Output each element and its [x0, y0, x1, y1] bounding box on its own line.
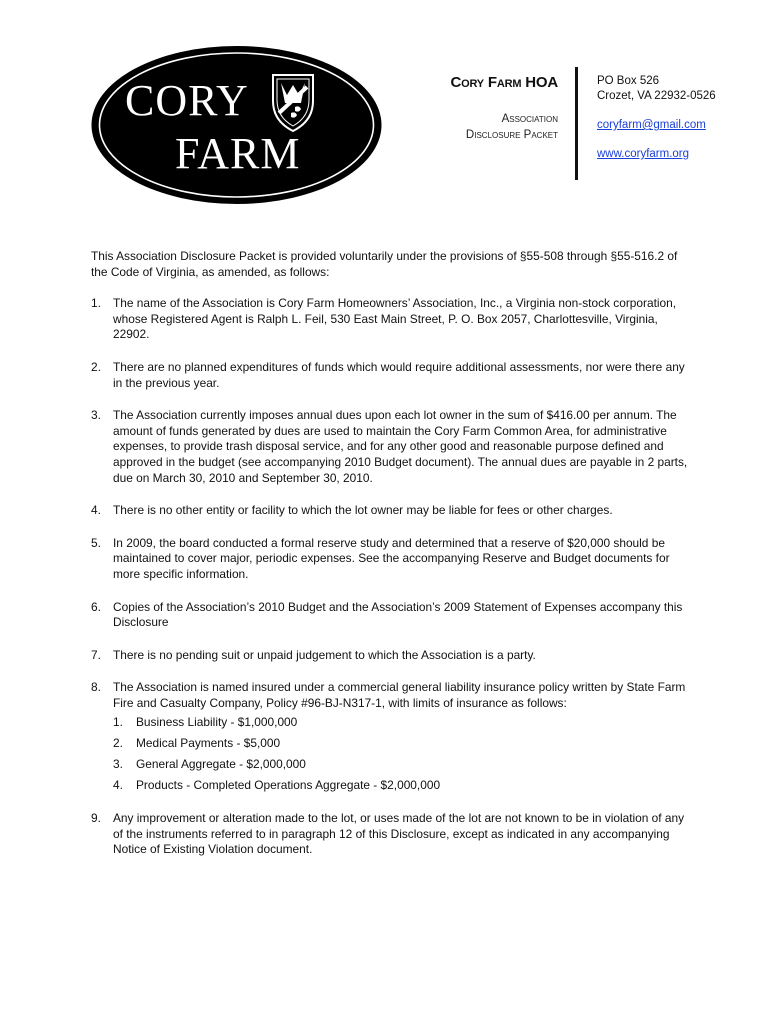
- item-number: 8.: [91, 680, 101, 695]
- email-link[interactable]: coryfarm@gmail.com: [597, 119, 706, 131]
- logo-word-cory: CORY: [125, 76, 249, 125]
- list-item: [91, 648, 691, 664]
- logo-word-farm: FARM: [175, 129, 301, 178]
- org-title-block: [400, 74, 558, 143]
- org-name: Cory Farm HOA: [450, 74, 558, 91]
- limit-item: [113, 736, 691, 752]
- item-number: 6.: [91, 599, 101, 614]
- contact-block: [597, 74, 716, 162]
- limit-text: General Aggregate - $2,000,000: [136, 757, 306, 772]
- item-text: The Association currently imposes annual dues upon each lot owner in the sum of $416.00 per annum. The amount of funds generated by dues are used to maintain the Cory Farm Common Area, for administrative expenses, to provide trash disposal service, and for any other good and reasonable purpose defined and approved in the budget (see accompanying 2010 Budget document). The annual dues are payable in 2 parts, due on March 30, 2010 and September 30, 2010.: [113, 408, 688, 485]
- item-text: Copies of the Association’s 2010 Budget and the Association’s 2009 Statement of Expenses accompany this Disclosure: [113, 599, 683, 630]
- address-line-1: PO Box 526: [597, 75, 660, 87]
- disclosure-list: [91, 296, 691, 858]
- website-link[interactable]: www.coryfarm.org: [597, 148, 690, 160]
- insurance-limits-list: [113, 715, 691, 794]
- item-text: There are no planned expenditures of funds which would require additional assessments, nor were there any in the previous year.: [113, 359, 685, 390]
- packet-subtitle: [400, 111, 558, 143]
- item-text: The name of the Association is Cory Farm Homeowners’ Association, Inc., a Virginia non-stock corporation, whose Registered Agent is Ralph L. Feil, 530 East Main Street, P. O. Box 2057, Charlottesville, Virginia, 22902.: [113, 296, 677, 342]
- list-item: [91, 360, 691, 391]
- limit-item: [113, 757, 691, 773]
- item-text: Any improvement or alteration made to the lot, or uses made of the lot are not known to be in violation of any of the instruments referred to in paragraph 12 of this Disclosure, except as indicated in any accompanying Notice of Existing Violation document.: [113, 811, 685, 857]
- limit-item: [113, 778, 691, 794]
- list-item: [91, 600, 691, 631]
- intro-paragraph: This Association Disclosure Packet is provided voluntarily under the provisions of §55-508 through §55-516.2 of the Code of Virginia, as amended, as follows:: [91, 249, 678, 279]
- item-number: 5.: [91, 535, 101, 550]
- header-divider: [575, 67, 578, 180]
- limit-number: 1.: [113, 715, 123, 730]
- limit-number: 2.: [113, 736, 123, 751]
- subtitle-line-2: Disclosure Packet: [465, 129, 558, 141]
- limit-number: 3.: [113, 757, 123, 772]
- limit-text: Business Liability - $1,000,000: [136, 715, 298, 730]
- list-item: [91, 811, 691, 858]
- item-number: 7.: [91, 647, 101, 662]
- limit-text: Medical Payments - $5,000: [136, 736, 281, 751]
- subtitle-line-1: Association: [501, 113, 558, 125]
- item-text: There is no pending suit or unpaid judgement to which the Association is a party.: [113, 647, 536, 662]
- item-number: 9.: [91, 811, 101, 826]
- item-number: 3.: [91, 408, 101, 423]
- limit-text: Products - Completed Operations Aggregate - $2,000,000: [136, 778, 441, 793]
- limit-item: [113, 715, 691, 731]
- list-item: [91, 680, 691, 794]
- list-item: [91, 296, 691, 343]
- item-number: 4.: [91, 503, 101, 518]
- list-item: [91, 503, 691, 519]
- cory-farm-logo: [91, 45, 382, 205]
- item-text: The Association is named insured under a commercial general liability insurance policy written by State Farm Fire and Casualty Company, Policy #96-BJ-N317-1, with limits of insurance as follows:: [113, 680, 686, 710]
- limit-number: 4.: [113, 778, 123, 793]
- item-text: There is no other entity or facility to which the lot owner may be liable for fees or other charges.: [113, 503, 613, 518]
- item-number: 2.: [91, 359, 101, 374]
- disclosure-body: [91, 249, 691, 875]
- address-line-2: Crozet, VA 22932-0526: [597, 90, 716, 102]
- item-text: In 2009, the board conducted a formal reserve study and determined that a reserve of $20,000 should be maintained to cover major, periodic expenses. See the accompanying Reserve and Budget documents for more specific information.: [113, 535, 670, 581]
- item-number: 1.: [91, 296, 101, 311]
- list-item: [91, 408, 691, 486]
- list-item: [91, 536, 691, 583]
